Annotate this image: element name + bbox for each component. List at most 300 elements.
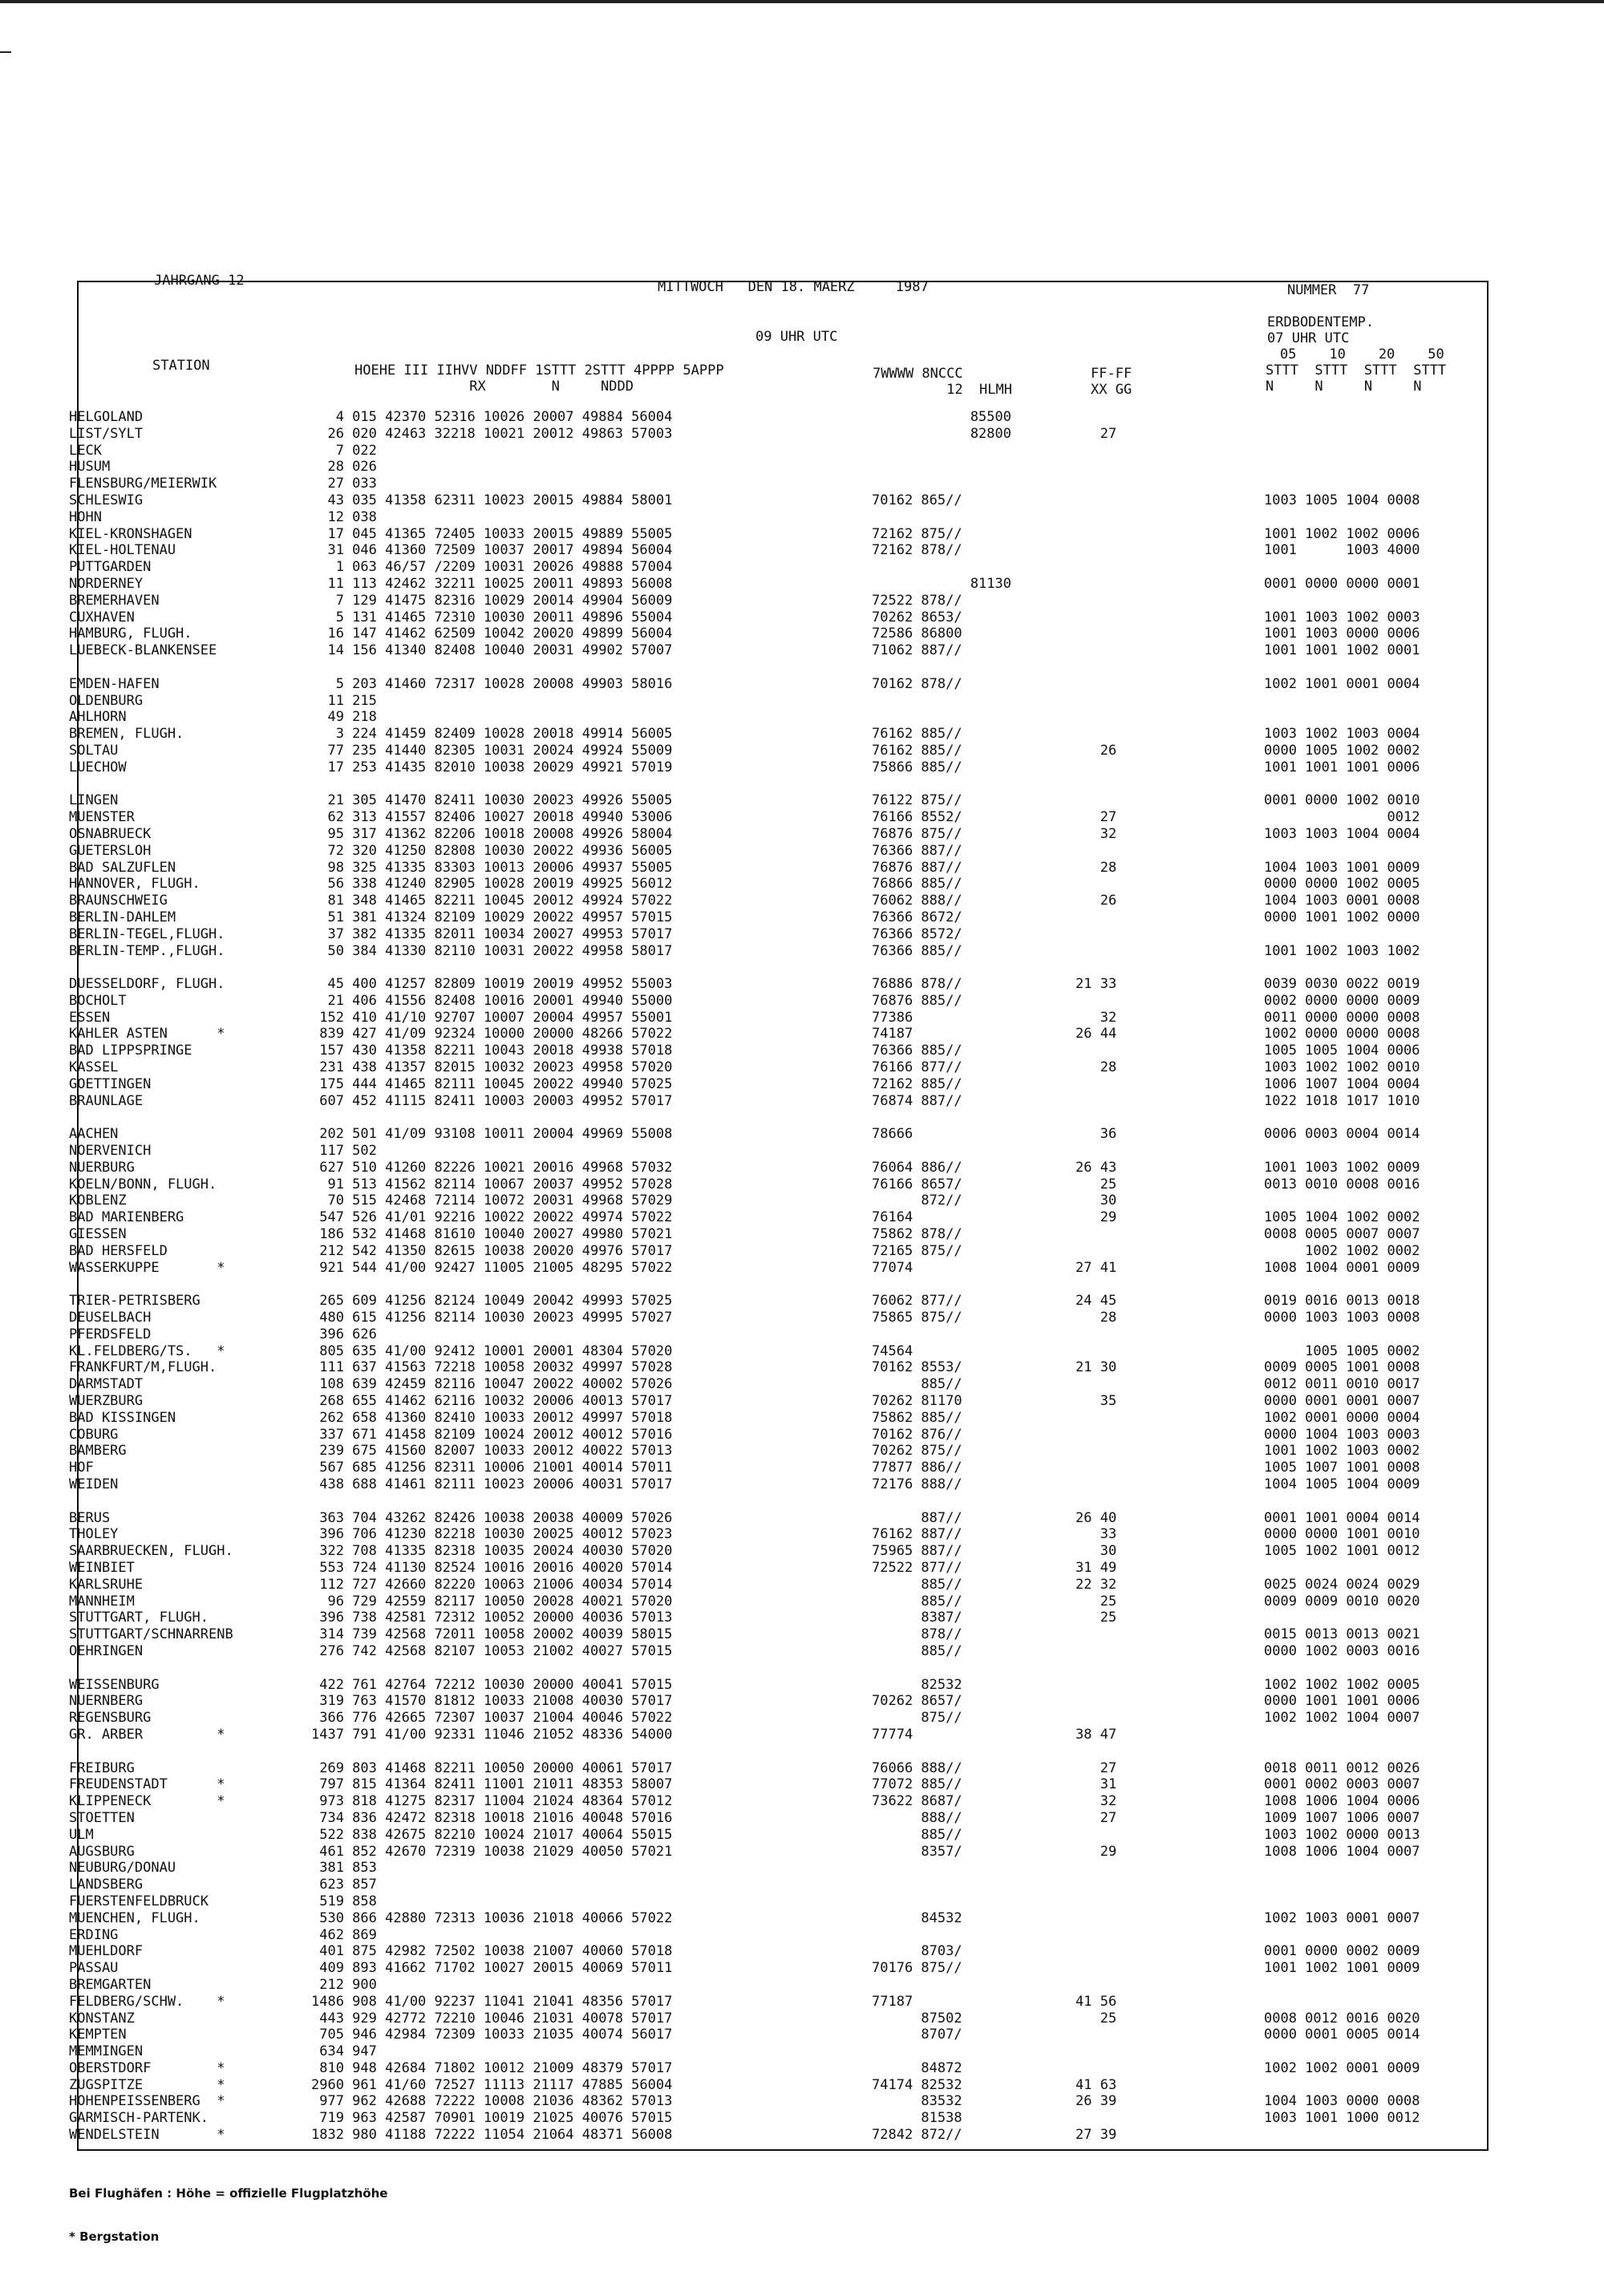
weather-values: 74187 [872, 1026, 913, 1043]
soil-temp-values: 0001 0000 0000 0001 [1264, 575, 1420, 592]
weather-values: 8707/ [872, 2027, 962, 2043]
weather-values: 878// [872, 1626, 962, 1643]
station-name: BERLIN-DAHLEM [69, 909, 176, 925]
station-name: SCHLESWIG [69, 492, 144, 508]
weather-values: 887// [872, 1509, 962, 1526]
soil-temp-values: 0015 0013 0013 0021 [1264, 1626, 1420, 1643]
soil-temp-values: 0025 0024 0024 0029 [1264, 1576, 1420, 1593]
station-name: KLIPPENECK * [69, 1793, 225, 1810]
footnote-mountain-station: * Bergstation [69, 2229, 160, 2244]
wind-gust-values: 28 [1075, 1059, 1117, 1076]
station-name: GARMISCH-PARTENK. [69, 2110, 209, 2127]
synop-values: 797 815 41364 82411 11001 21011 48353 58007 [311, 1776, 673, 1793]
synop-values: 231 438 41357 82015 10032 20023 49958 57020 [311, 1059, 673, 1076]
weather-values: 70262 8653/ [872, 609, 962, 626]
soil-temp-values: 1003 1003 1004 0004 [1264, 825, 1420, 842]
soil-temp-values: 1002 1003 0001 0007 [1264, 1909, 1420, 1926]
wind-gust-values: 27 [1075, 1759, 1117, 1776]
soil-temp-values: 1001 1002 1003 0002 [1264, 1443, 1420, 1460]
synop-values: 77 235 41440 82305 10031 20024 49924 55009 [311, 742, 673, 759]
wind-gust-values: 32 [1075, 825, 1117, 842]
synop-values: 1486 908 41/00 92237 11041 21041 48356 57017 [311, 1993, 673, 2010]
wind-gust-values: 33 [1075, 1526, 1117, 1543]
synop-values: 396 738 42581 72312 10052 20000 40036 57013 [311, 1610, 673, 1626]
synop-values: 734 836 42472 82318 10018 21016 40048 57016 [311, 1809, 673, 1826]
soil-temp-values: 0000 1001 1002 0000 [1264, 909, 1420, 925]
synop-values: 634 947 [311, 2043, 377, 2060]
weather-values: 82532 [872, 1676, 962, 1693]
weather-values: 78666 [872, 1126, 913, 1143]
wind-gust-values: 26 [1075, 893, 1117, 909]
synop-values: 522 838 42675 82210 10024 21017 40064 55015 [311, 1826, 673, 1843]
station-name: NUERNBERG [69, 1693, 144, 1710]
weather-values: 76062 888// [872, 893, 962, 909]
wind-gust-values: 29 [1075, 1209, 1117, 1226]
station-name: STUTTGART, FLUGH. [69, 1610, 209, 1626]
synop-values: 91 513 41562 82114 10067 20037 49952 57028 [311, 1176, 673, 1193]
wind-gust-values: 36 [1075, 1126, 1117, 1143]
station-name: MUEHLDORF [69, 1943, 144, 1960]
synop-values: 117 502 [311, 1143, 377, 1160]
soil-temp-title: ERDBODENTEMP. [1267, 314, 1375, 330]
synop-values: 4 015 42370 52316 10026 20007 49884 56004 [311, 409, 673, 425]
soil-temp-values: 0000 1003 1003 0008 [1264, 1310, 1420, 1326]
station-name: CUXHAVEN [69, 609, 135, 626]
station-name: KARLSRUHE [69, 1576, 144, 1593]
soil-temp-values: 1002 1002 1002 0005 [1264, 1676, 1420, 1693]
wind-gust-values: 26 40 [1075, 1509, 1117, 1526]
wind-gust-values: 26 43 [1075, 1159, 1117, 1176]
station-name: WENDELSTEIN * [69, 2127, 225, 2144]
synop-values: 7 129 41475 82316 10029 20014 49904 56009 [311, 592, 673, 609]
soil-temp-values: 0011 0000 0000 0008 [1264, 1009, 1420, 1026]
synop-values: 27 033 [311, 476, 377, 492]
station-name: OBERSTDORF * [69, 2059, 225, 2076]
soil-header-line2: N N N N [1266, 379, 1422, 395]
soil-temp-values: 0019 0016 0013 0018 [1264, 1293, 1420, 1310]
station-name: GUETERSLOH [69, 842, 152, 859]
soil-temp-values: 1002 0001 0000 0004 [1264, 1409, 1420, 1426]
synop-values: 21 305 41470 82411 10030 20023 49926 55005 [311, 792, 673, 809]
wind-gust-values: 32 [1075, 1793, 1117, 1810]
station-name: GOETTINGEN [69, 1075, 152, 1092]
synop-values: 96 729 42559 82117 10050 20028 40021 57020 [311, 1593, 673, 1610]
weather-values: 77072 885// [872, 1776, 962, 1793]
soil-temp-values: 0009 0005 1001 0008 [1264, 1359, 1420, 1376]
soil-temp-values: 0000 1004 1003 0003 [1264, 1426, 1420, 1443]
soil-temp-values: 1005 1005 1004 0006 [1264, 1043, 1420, 1059]
weather-values: 76876 885// [872, 992, 962, 1009]
footnotes [69, 2157, 387, 2258]
station-name: BAD MARIENBERG [69, 1209, 184, 1226]
station-name: KOELN/BONN, FLUGH. [69, 1176, 217, 1193]
station-name: MEMMINGEN [69, 2043, 144, 2060]
synop-values: 265 609 41256 82124 10049 20042 49993 57025 [311, 1293, 673, 1310]
synop-values: 547 526 41/01 92216 10022 20022 49974 57022 [311, 1209, 673, 1226]
soil-temp-values: 0018 0011 0012 0026 [1264, 1759, 1420, 1776]
synop-values: 3 224 41459 82409 10028 20018 49914 56005 [311, 726, 673, 743]
weather-values: 70162 876// [872, 1426, 962, 1443]
weather-values: 81538 [872, 2110, 962, 2127]
synop-values: 443 929 42772 72210 10046 21031 40078 57017 [311, 2010, 673, 2027]
weather-values: 75862 885// [872, 1409, 962, 1426]
synop-values: 62 313 41557 82406 10027 20018 49940 53006 [311, 809, 673, 826]
weather-values: 77774 [872, 1726, 913, 1743]
synop-values: 363 704 43262 82426 10038 20038 40009 57026 [311, 1509, 673, 1526]
weather-values: 70262 8657/ [872, 1693, 962, 1710]
weather-values: 72165 875// [872, 1242, 962, 1259]
weather-values: 82800 [872, 425, 1011, 442]
synop-values: 567 685 41256 82311 10006 21001 40014 57011 [311, 1460, 673, 1476]
station-name: MUENSTER [69, 809, 135, 826]
synop-values: 462 869 [311, 1926, 377, 1943]
station-name: AUGSBURG [69, 1843, 135, 1860]
weather-values: 76064 886// [872, 1159, 962, 1176]
synop-values: 719 963 42587 70901 10019 21025 40076 57015 [311, 2110, 673, 2127]
station-name: OEHRINGEN [69, 1642, 144, 1659]
soil-temp-time: 07 UHR UTC [1267, 330, 1350, 346]
soil-temp-values: 1001 1003 1002 0003 [1264, 609, 1420, 626]
wind-gust-values: 38 47 [1075, 1726, 1117, 1743]
station-name: BOCHOLT [69, 992, 127, 1009]
station-name: LECK [69, 442, 102, 459]
weather-values: 85500 [872, 409, 1011, 425]
station-name: BRAUNLAGE [69, 1092, 144, 1109]
station-name: BREMGARTEN [69, 1976, 152, 1993]
weather-values: 76166 8657/ [872, 1176, 962, 1193]
weather-values: 84872 [872, 2059, 962, 2076]
synop-values: 239 675 41560 82007 10033 20012 40022 57013 [311, 1443, 673, 1460]
top-rule [0, 0, 1604, 3]
weather-values: 72162 878// [872, 542, 962, 559]
synop-values: 11 113 42462 32211 10025 20011 49893 56008 [311, 575, 673, 592]
soil-temp-values: 1002 1001 0001 0004 [1264, 675, 1420, 692]
issue-number: NUMMER 77 [1287, 282, 1370, 298]
station-name: LUECHOW [69, 759, 127, 775]
station-name: GIESSEN [69, 1226, 127, 1243]
synop-values: 17 045 41365 72405 10033 20015 49889 55005 [311, 525, 673, 542]
soil-temp-values: 1004 1003 0001 0008 [1264, 893, 1420, 909]
station-name: HUSUM [69, 459, 111, 476]
weather-values: 72842 872// [872, 2127, 962, 2144]
synop-values: 157 430 41358 82211 10043 20018 49938 57018 [311, 1043, 673, 1059]
wind-gust-values: 27 [1075, 425, 1117, 442]
station-name: SAARBRUECKEN, FLUGH. [69, 1543, 233, 1560]
station-name: BERUS [69, 1509, 111, 1526]
soil-temp-values: 1009 1007 1006 0007 [1264, 1809, 1420, 1826]
station-name: SOLTAU [69, 742, 119, 759]
synop-values: 28 026 [311, 459, 377, 476]
wind-gust-values: 21 33 [1075, 976, 1117, 993]
synop-values: 810 948 42684 71802 10012 21009 48379 57017 [311, 2059, 673, 2076]
soil-temp-values: 1003 1002 1003 0004 [1264, 726, 1420, 743]
weather-values: 76366 887// [872, 842, 962, 859]
station-name: MANNHEIM [69, 1593, 135, 1610]
station-name: BREMEN, FLUGH. [69, 726, 184, 743]
synop-values: 805 635 41/00 92412 10001 20001 48304 57020 [311, 1342, 673, 1359]
station-name: FELDBERG/SCHW. * [69, 1993, 225, 2010]
station-name: LANDSBERG [69, 1877, 144, 1893]
synop-values: 186 532 41468 81610 10040 20027 49980 57021 [311, 1226, 673, 1243]
weather-values: 76366 885// [872, 942, 962, 959]
station-name: LINGEN [69, 792, 119, 809]
synop-values: 627 510 41260 82226 10021 20016 49968 57032 [311, 1159, 673, 1176]
weather-values: 72586 86800 [872, 626, 962, 642]
soil-temp-values: 1002 0000 0000 0008 [1264, 1026, 1420, 1043]
soil-temp-values: 1001 1003 1002 0009 [1264, 1159, 1420, 1176]
synop-values: 705 946 42984 72309 10033 21035 40074 56017 [311, 2027, 673, 2043]
weather-values: 76366 885// [872, 1043, 962, 1059]
soil-temp-values: 1008 1006 1004 0006 [1264, 1793, 1420, 1810]
station-name: WASSERKUPPE * [69, 1259, 225, 1276]
soil-temp-values: 0008 0005 0007 0007 [1264, 1226, 1420, 1243]
station-name: PASSAU [69, 1960, 119, 1977]
weather-values: 77187 [872, 1993, 913, 2010]
station-name: KIEL-HOLTENAU [69, 542, 176, 559]
wind-gust-values: 32 [1075, 1009, 1117, 1026]
weather-values: 75965 887// [872, 1543, 962, 1560]
synop-values: 11 215 [311, 692, 377, 709]
synop-values: 322 708 41335 82318 10035 20024 40030 57020 [311, 1543, 673, 1560]
soil-temp-depths: 05 10 20 50 [1280, 346, 1444, 362]
synop-values: 409 893 41662 71702 10027 20015 40069 57011 [311, 1960, 673, 1977]
station-name: BREMERHAVEN [69, 592, 160, 609]
synop-values: 14 156 41340 82408 10040 20031 49902 57007 [311, 642, 673, 659]
soil-temp-values: 1005 1002 1001 0012 [1264, 1543, 1420, 1560]
soil-temp-values: 0006 0003 0004 0014 [1264, 1126, 1420, 1143]
station-name: BAD HERSFELD [69, 1242, 168, 1259]
wind-gust-values: 21 30 [1075, 1359, 1117, 1376]
weather-values: 76366 8672/ [872, 909, 962, 925]
observation-time: 09 UHR UTC [755, 329, 838, 345]
synop-values: 70 515 42468 72114 10072 20031 49968 57029 [311, 1193, 673, 1209]
weather-values: 76066 888// [872, 1759, 962, 1776]
soil-temp-values: 1004 1003 0000 0008 [1264, 2093, 1420, 2110]
synop-values: 51 381 41324 82109 10029 20022 49957 57015 [311, 909, 673, 925]
synop-values: 5 203 41460 72317 10028 20008 49903 58016 [311, 675, 673, 692]
station-name: BRAUNSCHWEIG [69, 893, 168, 909]
weather-values: 8387/ [872, 1610, 962, 1626]
station-name: BERLIN-TEGEL,FLUGH. [69, 925, 225, 942]
synop-values: 37 382 41335 82011 10034 20027 49953 57017 [311, 925, 673, 942]
weather-values: 885// [872, 1642, 962, 1659]
soil-temp-values: 1005 1004 1002 0002 [1264, 1209, 1420, 1226]
station-name: FREIBURG [69, 1759, 135, 1776]
weather-values: 84532 [872, 1909, 962, 1926]
station-name: ERDING [69, 1926, 119, 1943]
synop-values: 43 035 41358 62311 10023 20015 49884 58001 [311, 492, 673, 508]
station-name: STUTTGART/SCHNARRENB [69, 1626, 233, 1643]
weather-values: 888// [872, 1809, 962, 1826]
station-name: BAD KISSINGEN [69, 1409, 176, 1426]
wind-gust-values: 24 45 [1075, 1293, 1117, 1310]
synop-values: 212 542 41350 82615 10038 20020 49976 57017 [311, 1242, 673, 1259]
soil-temp-values: 1005 1007 1001 0008 [1264, 1460, 1420, 1476]
weather-header-line1: 7WWWW 8NCCC [873, 366, 963, 382]
soil-temp-values: 0001 0002 0003 0007 [1264, 1776, 1420, 1793]
wind-gust-values: 26 [1075, 742, 1117, 759]
synop-values: 401 875 42982 72502 10038 21007 40060 57018 [311, 1943, 673, 1960]
station-name: FREUDENSTADT * [69, 1776, 225, 1793]
soil-temp-values: 1003 1002 0000 0013 [1264, 1826, 1420, 1843]
station-name: WEIDEN [69, 1476, 119, 1492]
station-name: KASSEL [69, 1059, 119, 1076]
station-name: KAHLER ASTEN * [69, 1026, 225, 1043]
weather-values: 76166 877// [872, 1059, 962, 1076]
weather-values: 77877 886// [872, 1460, 962, 1476]
soil-temp-values: 0000 1005 1002 0002 [1264, 742, 1420, 759]
weather-values: 77074 [872, 1259, 913, 1276]
station-name: FRANKFURT/M,FLUGH. [69, 1359, 217, 1376]
synop-values: 519 858 [311, 1893, 377, 1909]
synop-values: 1832 980 41188 72222 11054 21064 48371 56008 [311, 2127, 673, 2144]
synop-values: 480 615 41256 82114 10030 20023 49995 57027 [311, 1310, 673, 1326]
code-header-line2: RX N NDDD [354, 379, 634, 395]
wind-header-line2: XX GG [1091, 382, 1132, 398]
wind-gust-values: 41 63 [1075, 2076, 1117, 2093]
soil-temp-values: 1004 1003 1001 0009 [1264, 859, 1420, 876]
soil-temp-values: 1003 1002 1002 0010 [1264, 1059, 1420, 1076]
weather-values: 72176 888// [872, 1476, 962, 1492]
wind-gust-values: 26 39 [1075, 2093, 1117, 2110]
weather-values: 76162 885// [872, 742, 962, 759]
synop-values: 396 626 [311, 1326, 377, 1342]
soil-temp-values: 1001 1001 1002 0001 [1264, 642, 1420, 659]
soil-temp-values: 0000 0000 1001 0010 [1264, 1526, 1420, 1543]
station-name: HAMBURG, FLUGH. [69, 626, 192, 642]
synop-values: 921 544 41/00 92427 11005 21005 48295 57022 [311, 1259, 673, 1276]
weather-values: 81130 [872, 575, 1011, 592]
station-name: BERLIN-TEMP.,FLUGH. [69, 942, 225, 959]
weather-values: 885// [872, 1576, 962, 1593]
soil-temp-values: 1001 1002 1001 0009 [1264, 1960, 1420, 1977]
synop-values: 108 639 42459 82116 10047 20022 40002 57026 [311, 1376, 673, 1393]
synop-values: 72 320 41250 82808 10030 20022 49936 56005 [311, 842, 673, 859]
synop-values: 31 046 41360 72509 10037 20017 49894 56004 [311, 542, 673, 559]
soil-temp-values: 0001 1001 0004 0014 [1264, 1509, 1420, 1526]
soil-temp-values: 1002 1002 0002 [1264, 1242, 1420, 1259]
soil-temp-values: 1005 1005 0002 [1264, 1342, 1420, 1359]
synop-values: 5 131 41465 72310 10030 20011 49896 55004 [311, 609, 673, 626]
weather-values: 70176 875// [872, 1960, 962, 1977]
weather-values: 885// [872, 1826, 962, 1843]
soil-temp-values: 0012 [1264, 809, 1420, 826]
station-name: FUERSTENFELDBRUCK [69, 1893, 209, 1909]
station-name: KONSTANZ [69, 2010, 135, 2027]
station-name: HOF [69, 1460, 94, 1476]
station-name: WEINBIET [69, 1559, 135, 1576]
soil-temp-values: 0009 0009 0010 0020 [1264, 1593, 1420, 1610]
station-name: BAMBERG [69, 1443, 127, 1460]
synop-values: 973 818 41275 82317 11004 21024 48364 57012 [311, 1793, 673, 1810]
weather-values: 74174 82532 [872, 2076, 962, 2093]
synop-values: 1 063 46/57 /2209 10031 20026 49888 57004 [311, 559, 673, 576]
synop-values: 95 317 41362 82206 10018 20008 49926 58004 [311, 825, 673, 842]
synop-values: 7 022 [311, 442, 377, 459]
weather-values: 885// [872, 1593, 962, 1610]
station-name: HANNOVER, FLUGH. [69, 876, 200, 893]
station-name: AACHEN [69, 1126, 119, 1143]
weather-values: 872// [872, 1193, 962, 1209]
code-header-line1: HOEHE III IIHVV NDDFF 1STTT 2STTT 4PPPP 5APPP [354, 362, 724, 379]
wind-gust-values: 27 [1075, 809, 1117, 826]
station-name: REGENSBURG [69, 1710, 152, 1727]
synop-values: 977 962 42688 72222 10008 21036 48362 57013 [311, 2093, 673, 2110]
wind-gust-values: 25 [1075, 1610, 1117, 1626]
wind-gust-values: 29 [1075, 1843, 1117, 1860]
soil-temp-values: 0002 0000 0000 0009 [1264, 992, 1420, 1009]
soil-temp-values: 1004 1005 1004 0009 [1264, 1476, 1420, 1492]
soil-temp-values: 1008 1004 0001 0009 [1264, 1259, 1420, 1276]
wind-gust-values: 25 [1075, 1593, 1117, 1610]
wind-gust-values: 28 [1075, 859, 1117, 876]
weather-values: 8357/ [872, 1843, 962, 1860]
weather-values: 885// [872, 1376, 962, 1393]
jahrgang: JAHRGANG 12 [154, 273, 245, 289]
weather-values: 87502 [872, 2010, 962, 2027]
station-name: NUERBURG [69, 1159, 135, 1176]
synop-values: 314 739 42568 72011 10058 20002 40039 58015 [311, 1626, 673, 1643]
station-name: PUTTGARDEN [69, 559, 152, 576]
weather-values: 76366 8572/ [872, 925, 962, 942]
wind-gust-values: 41 56 [1075, 1993, 1117, 2010]
synop-values: 553 724 41130 82524 10016 20016 40020 57014 [311, 1559, 673, 1576]
synop-values: 111 637 41563 72218 10058 20032 49997 57028 [311, 1359, 673, 1376]
synop-values: 422 761 42764 72212 10030 20000 40041 57015 [311, 1676, 673, 1693]
station-header: STATION [152, 358, 210, 374]
synop-values: 366 776 42665 72307 10037 21004 40046 57022 [311, 1710, 673, 1727]
synop-values: 202 501 41/09 93108 10011 20004 49969 55008 [311, 1126, 673, 1143]
station-name: NORDERNEY [69, 575, 144, 592]
station-name: TRIER-PETRISBERG [69, 1293, 200, 1310]
synop-values: 319 763 41570 81812 10033 21008 40030 57017 [311, 1693, 673, 1710]
soil-temp-values: 0008 0012 0016 0020 [1264, 2010, 1420, 2027]
synop-values: 112 727 42660 82220 10063 21006 40034 57014 [311, 1576, 673, 1593]
station-name: ESSEN [69, 1009, 111, 1026]
synop-values: 268 655 41462 62116 10032 20006 40013 57017 [311, 1393, 673, 1410]
synop-values: 438 688 41461 82111 10023 20006 40031 57017 [311, 1476, 673, 1492]
station-name: LIST/SYLT [69, 425, 144, 442]
synop-values: 56 338 41240 82905 10028 20019 49925 56012 [311, 876, 673, 893]
weather-values: 77386 [872, 1009, 913, 1026]
station-name: FLENSBURG/MEIERWIK [69, 476, 217, 492]
wind-gust-values: 22 32 [1075, 1576, 1117, 1593]
station-name: DUESSELDORF, FLUGH. [69, 976, 225, 993]
synop-values: 2960 961 41/60 72527 11113 21117 47885 56004 [311, 2076, 673, 2093]
station-name: LUEBECK-BLANKENSEE [69, 642, 217, 659]
wind-gust-values: 28 [1075, 1310, 1117, 1326]
soil-temp-values: 0000 0001 0001 0007 [1264, 1393, 1420, 1410]
synop-values: 269 803 41468 82211 10050 20000 40061 57017 [311, 1759, 673, 1776]
station-name: KOBLENZ [69, 1193, 127, 1209]
soil-temp-values: 0001 0000 1002 0010 [1264, 792, 1420, 809]
station-name: STOETTEN [69, 1809, 135, 1826]
weather-values: 75862 878// [872, 1226, 962, 1243]
soil-temp-values: 1001 1003 0000 0006 [1264, 626, 1420, 642]
station-name: COBURG [69, 1426, 119, 1443]
synop-values: 530 866 42880 72313 10036 21018 40066 57022 [311, 1909, 673, 1926]
footnote-airports: Bei Flughäfen : Höhe = offizielle Flugplatzhöhe [69, 2186, 388, 2201]
station-name: BAD LIPPSPRINGE [69, 1043, 192, 1059]
weather-values: 76162 887// [872, 1526, 962, 1543]
weather-values: 73622 8687/ [872, 1793, 962, 1810]
station-name: BAD SALZUFLEN [69, 859, 176, 876]
wind-gust-values: 25 [1075, 2010, 1117, 2027]
weather-values: 70162 8553/ [872, 1359, 962, 1376]
weather-values: 72522 878// [872, 592, 962, 609]
wind-gust-values: 25 [1075, 1176, 1117, 1193]
corner-mark [0, 51, 11, 53]
